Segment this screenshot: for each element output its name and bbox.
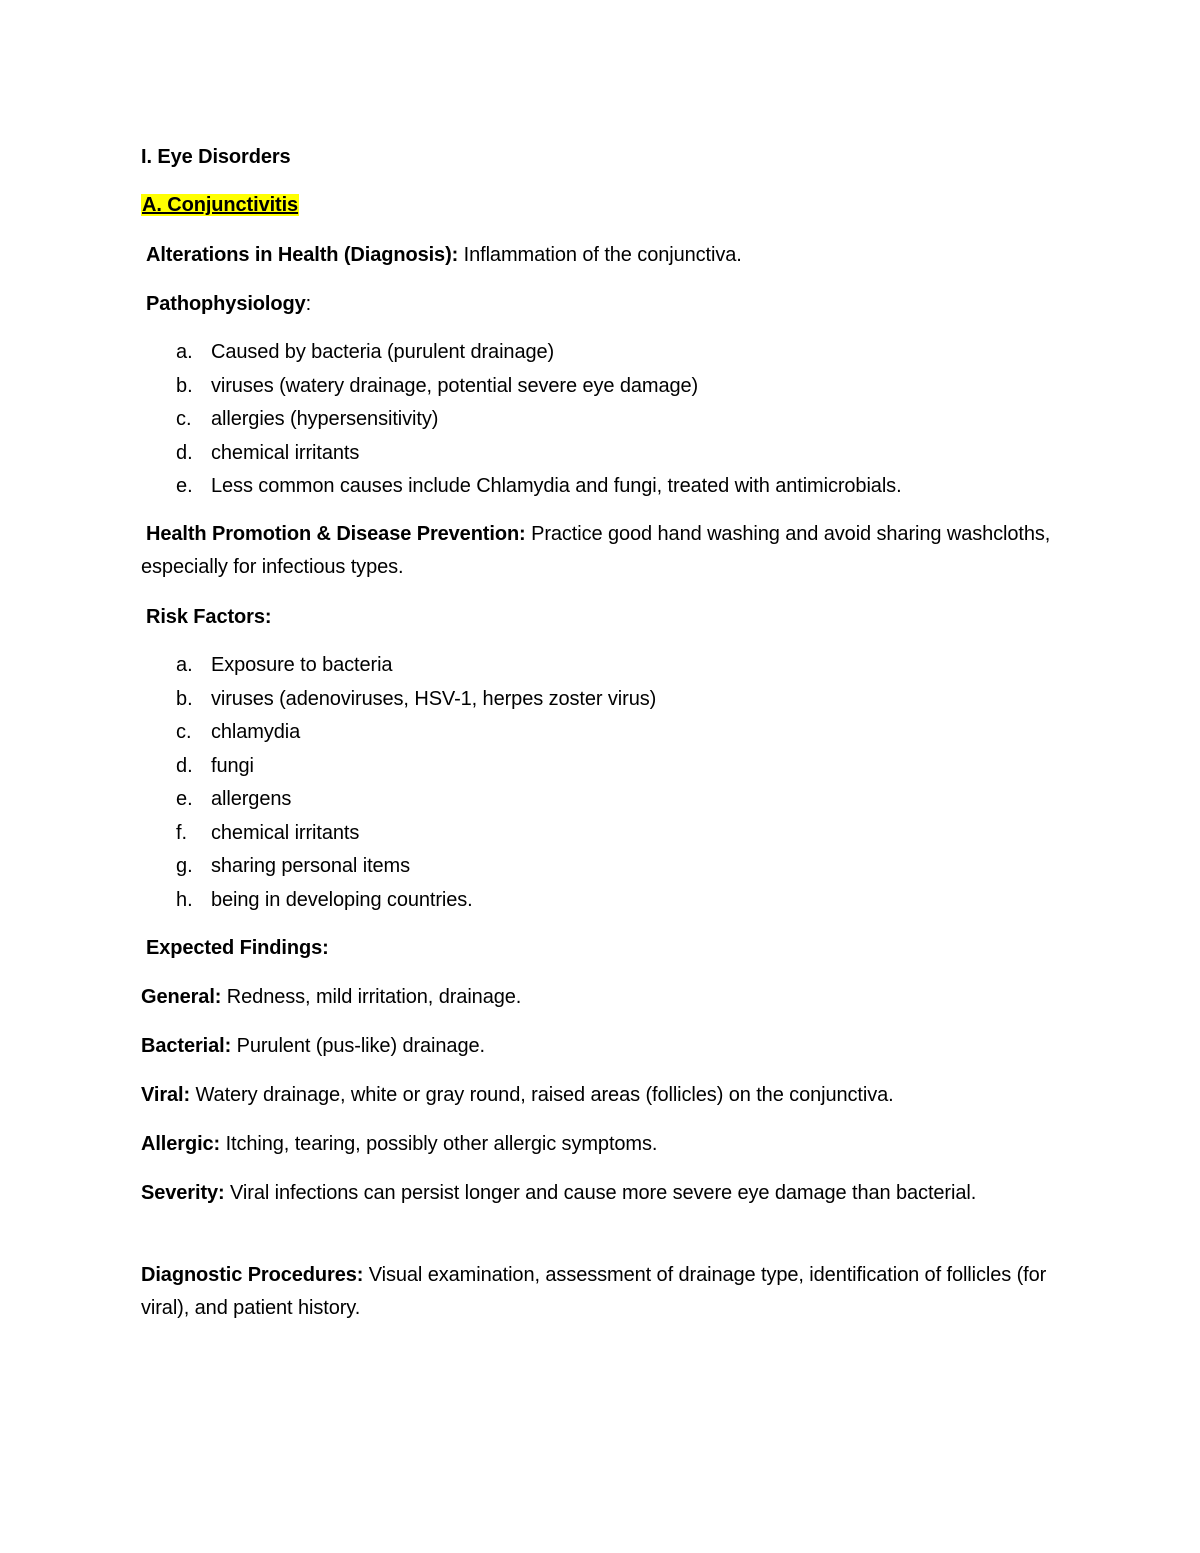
list-marker: d. [176,442,193,464]
pathophysiology-label: Pathophysiology [146,293,306,315]
alterations-label: Alterations in Health (Diagnosis): [146,244,459,266]
allergic-text: Itching, tearing, possibly other allergic symptoms. [220,1133,658,1155]
list-marker: c. [176,408,192,430]
list-marker: b. [176,688,193,710]
bacterial-paragraph [141,1034,485,1058]
allergic-label: Allergic: [141,1133,221,1155]
general-label: General: [141,986,222,1008]
list-item: being in developing countries. [211,889,473,911]
list-item: allergies (hypersensitivity) [211,408,439,430]
list-item: viruses (adenoviruses, HSV-1, herpes zoster virus) [211,688,657,710]
health-promotion-label: Health Promotion & Disease Prevention: [146,523,526,545]
severity-text: Viral infections can persist longer and cause more severe eye damage than bacterial. [224,1182,977,1204]
risk-factors-heading: Risk Factors: [146,606,272,628]
alterations-paragraph [146,243,742,267]
list-item: sharing personal items [211,855,411,877]
general-text: Redness, mild irritation, drainage. [221,986,522,1008]
subsection-heading-text: A. Conjunctivitis [142,194,299,216]
list-item: chemical irritants [211,822,360,844]
viral-paragraph [141,1083,894,1107]
list-marker: h. [176,889,193,911]
list-marker: a. [176,341,193,363]
health-promotion-paragraph [141,518,1071,584]
list-marker: c. [176,721,192,743]
list-item: Less common causes include Chlamydia and fungi, treated with antimicrobials. [211,475,902,497]
subsection-heading [141,193,299,217]
list-marker: e. [176,475,193,497]
expected-findings-heading: Expected Findings: [146,937,329,959]
list-marker: f. [176,822,188,844]
list-item: chemical irritants [211,442,360,464]
viral-label: Viral: [141,1084,191,1106]
list-item: allergens [211,788,292,810]
bacterial-label: Bacterial: [141,1035,232,1057]
list-item: Exposure to bacteria [211,654,393,676]
health-promotion-text: Practice good hand washing and avoid sharing washcloths, especially for infectious types. [141,523,1051,578]
diagnostic-label: Diagnostic Procedures: [141,1264,364,1286]
section-heading: I. Eye Disorders [141,146,291,168]
diagnostic-text: Visual examination, assessment of drainage type, identification of follicles (for viral), and patient history. [141,1264,1047,1319]
pathophysiology-suffix: : [305,293,312,315]
list-item: Caused by bacteria (purulent drainage) [211,341,555,363]
viral-text: Watery drainage, white or gray round, raised areas (follicles) on the conjunctiva. [190,1084,894,1106]
severity-label: Severity: [141,1182,225,1204]
list-marker: e. [176,788,193,810]
bacterial-text: Purulent (pus-like) drainage. [231,1035,485,1057]
list-item: chlamydia [211,721,301,743]
diagnostic-paragraph [141,1259,1076,1325]
list-marker: g. [176,855,193,877]
pathophysiology-heading [146,292,311,316]
list-item: viruses (watery drainage, potential severe eye damage) [211,375,699,397]
list-marker: a. [176,654,193,676]
general-paragraph [141,985,521,1009]
severity-paragraph [141,1177,1021,1210]
alterations-text: Inflammation of the conjunctiva. [458,244,742,266]
allergic-paragraph [141,1132,657,1156]
list-marker: d. [176,755,193,777]
list-marker: b. [176,375,193,397]
list-item: fungi [211,755,254,777]
